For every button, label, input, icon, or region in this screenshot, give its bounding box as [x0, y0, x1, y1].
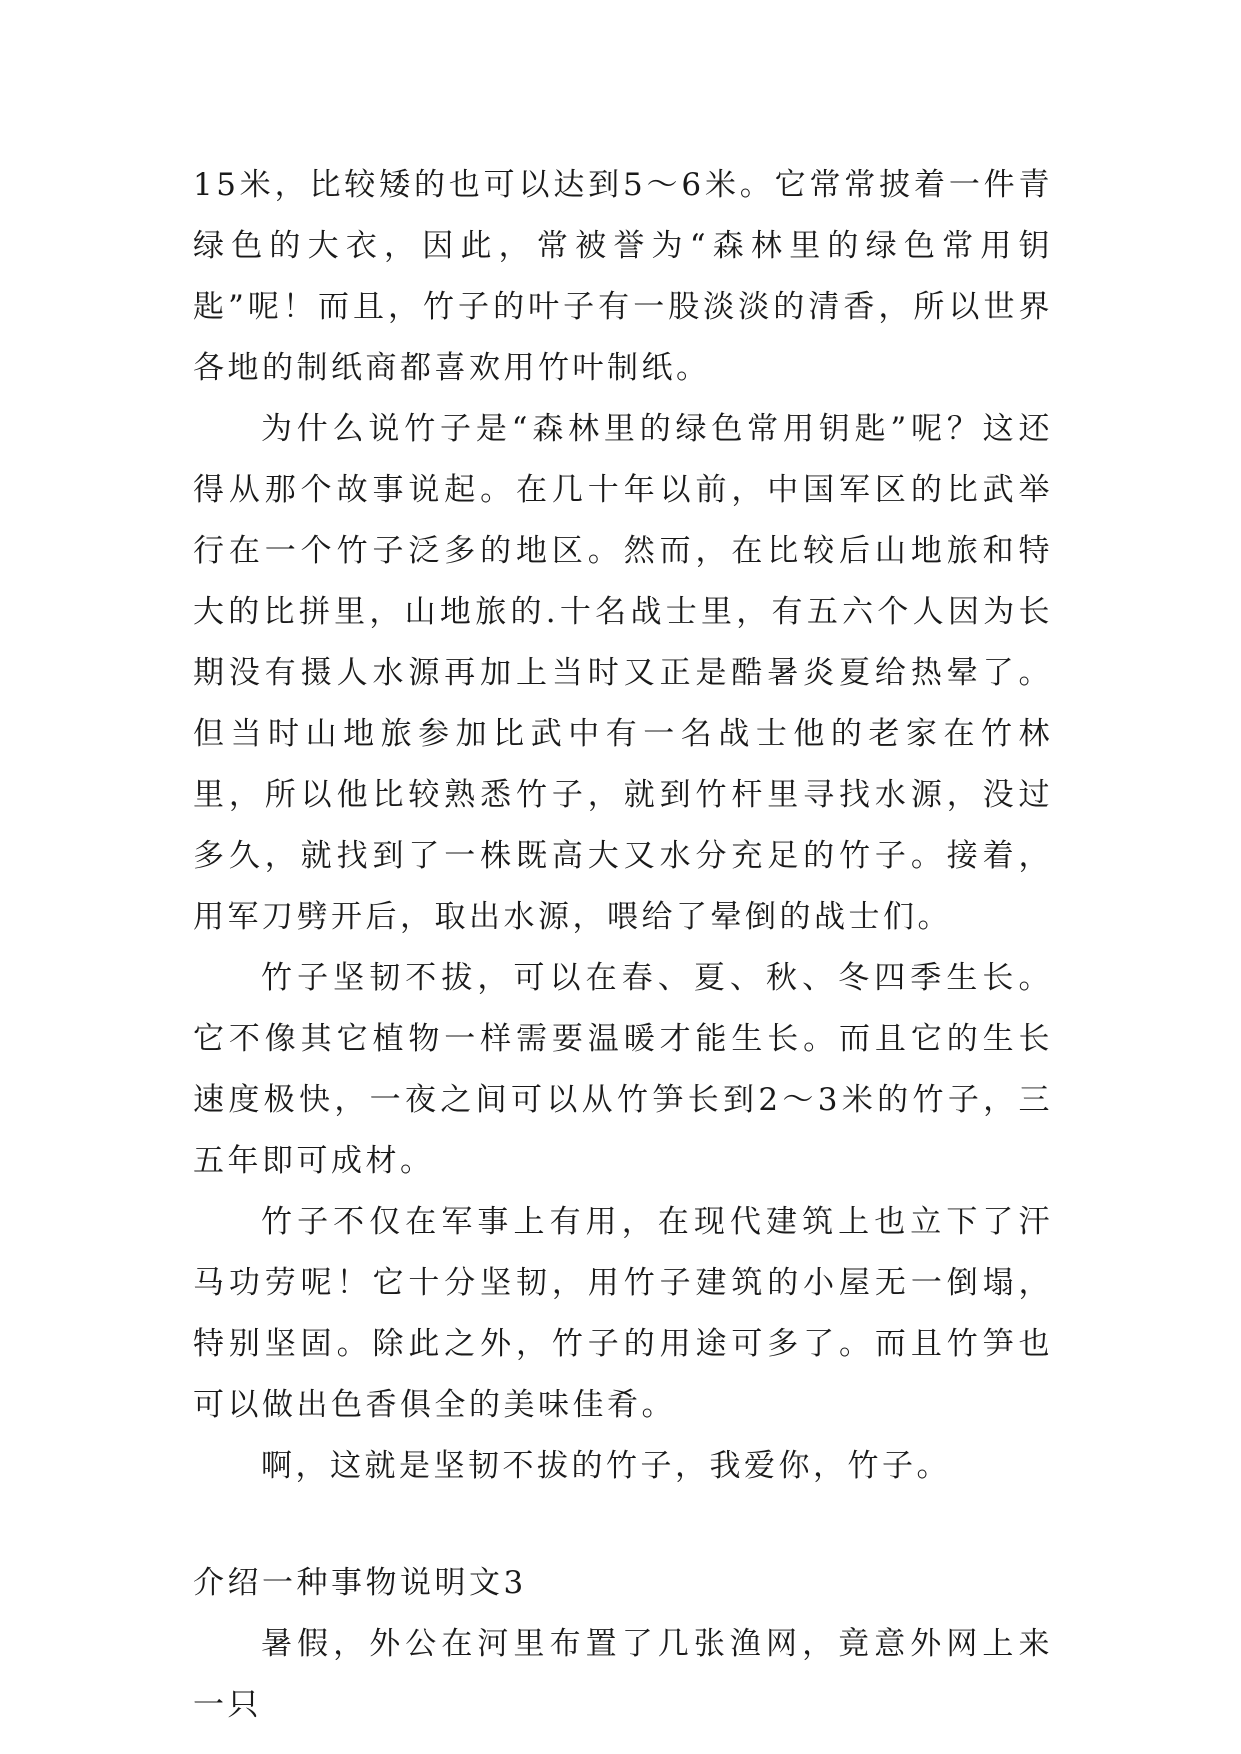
section-title: 介绍一种事物说明文3 [193, 1565, 527, 1601]
paragraph-next-essay: 暑假，外公在河里布置了几张渔网，竟意外网上来一只 [193, 1626, 1053, 1723]
paragraph-growth: 竹子坚韧不拔，可以在春、夏、秋、冬四季生长。它不像其它植物一样需要温暖才能生长。而且它的生长速度极快，一夜之间可以从竹笋长到2～3米的竹子，三五年即可成材。 [193, 960, 1053, 1179]
paragraph-uses: 竹子不仅在军事上有用，在现代建筑上也立下了汗马功劳呢！它十分坚韧，用竹子建筑的小屋无一倒塌，特别坚固。除此之外，竹子的用途可多了。而且竹笋也可以做出色香俱全的美味佳肴。 [193, 1204, 1053, 1423]
document-body [193, 155, 1053, 1736]
paragraph-conclusion: 啊，这就是坚韧不拔的竹子，我爱你，竹子。 [261, 1448, 951, 1484]
paragraph-story: 为什么说竹子是“森林里的绿色常用钥匙”呢？这还得从那个故事说起。在几十年以前，中国军区的比武举行在一个竹子泛多的地区。然而，在比较后山地旅和特大的比拼里，山地旅的.十名战士里，有五六个人因为长期没有摄人水源再加上当时又正是酷暑炎夏给热晕了。但当时山地旅参加比武中有一名战士他的老家在竹林里，所以他比较熟悉竹子，就到竹杆里寻找水源，没过多久，就找到了一株既高大又水分充足的竹子。接着，用军刀劈开后，取出水源，喂给了晕倒的战士们。 [193, 411, 1053, 935]
paragraph-continued: 15米，比较矮的也可以达到5～6米。它常常披着一件青绿色的大衣，因此，常被誉为“森林里的绿色常用钥匙”呢！而且，竹子的叶子有一股淡淡的清香，所以世界各地的制纸商都喜欢用竹叶制纸。 [193, 167, 1053, 386]
